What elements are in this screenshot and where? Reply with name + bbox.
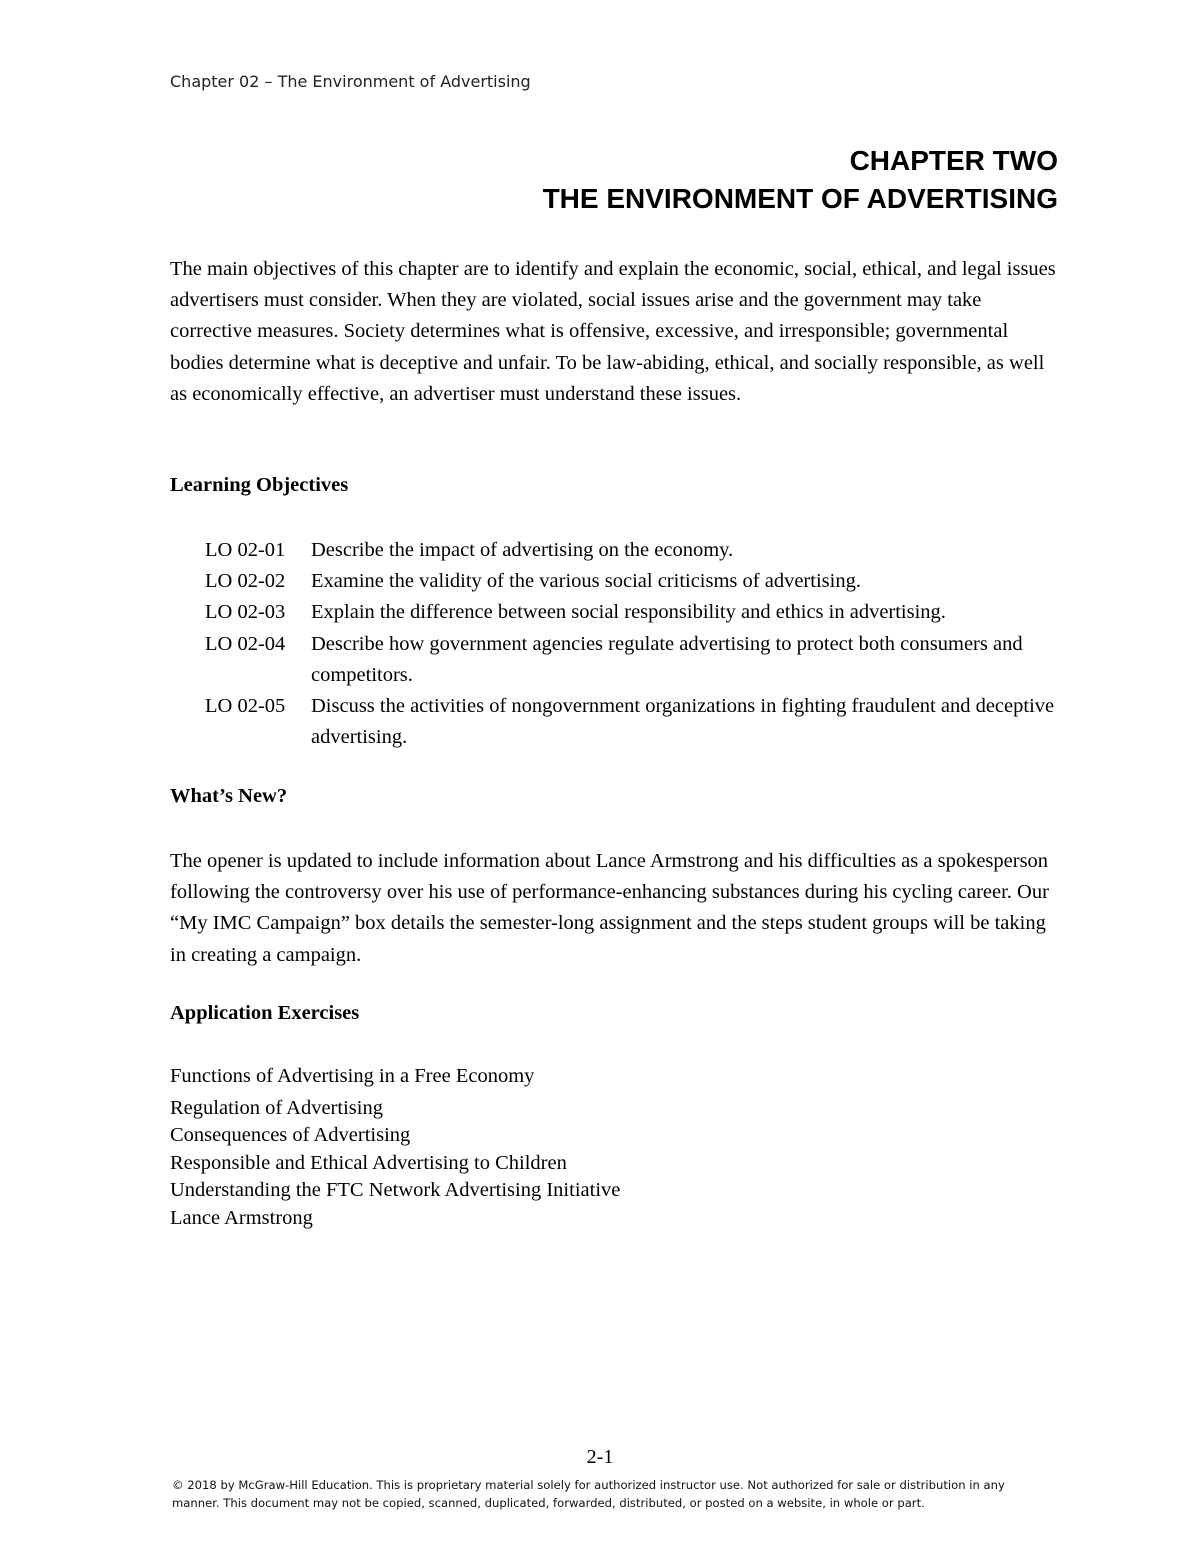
list-item: Responsible and Ethical Advertising to Children (170, 1151, 567, 1174)
list-item: Lance Armstrong (170, 1206, 313, 1229)
list-item: Understanding the FTC Network Advertising Initiative (170, 1179, 621, 1201)
application-exercises-list (170, 1063, 620, 1232)
list-item (205, 629, 1065, 691)
lo-text: Examine the validity of the various social criticisms of advertising. (311, 570, 861, 593)
list-item (205, 597, 1065, 628)
lo-code: LO 02-04 (205, 632, 286, 655)
learning-objectives-list (205, 535, 1065, 753)
list-item: Consequences of Advertising (170, 1124, 411, 1146)
list-item (205, 566, 1065, 597)
list-item (205, 535, 1065, 566)
list-item: Functions of Advertising in a Free Economy (170, 1065, 535, 1087)
chapter-name: THE ENVIRONMENT OF ADVERTISING (542, 183, 1058, 214)
whats-new-heading: What’s New? (170, 785, 288, 807)
whats-new-paragraph: The opener is updated to include information about Lance Armstrong and his difficulties as a spokesperson following the controversy over his use of performance-enhancing substances during his cycling career. Our “My IMC Campaign” box details the semester-long assignment and the steps student groups will be taking in creating a campaign. (170, 850, 1049, 966)
list-item: Regulation of Advertising (170, 1096, 383, 1119)
list-item (205, 691, 1065, 753)
lo-text: Discuss the activities of nongovernment organizations in fighting fraudulent and deceptive advertising. (311, 695, 1055, 749)
page-number: 2-1 (586, 1446, 614, 1468)
chapter-number: CHAPTER TWO (849, 145, 1058, 176)
lo-code: LO 02-03 (205, 601, 286, 624)
running-header: Chapter 02 – The Environment of Advertising (170, 72, 531, 91)
lo-code: LO 02-05 (205, 695, 286, 718)
lo-code: LO 02-01 (205, 539, 286, 561)
learning-objectives-heading: Learning Objectives (170, 474, 349, 496)
lo-text: Explain the difference between social responsibility and ethics in advertising. (311, 601, 946, 624)
lo-text: Describe the impact of advertising on the economy. (311, 539, 734, 561)
lo-code: LO 02-02 (205, 570, 286, 593)
copyright-notice: © 2018 by McGraw-Hill Education. This is proprietary material solely for authorized instructor use. Not authorized for sale or distribution in any manner. This document may not be copied, scanned, duplicated, forwarded, distributed, or posted on a website, in whole or part. (172, 1478, 1005, 1510)
intro-paragraph: The main objectives of this chapter are to identify and explain the economic, social, ethical, and legal issues advertisers must consider. When they are violated, social issues arise and the government may take corrective measures. Society determines what is offensive, excessive, and irresponsible; governmental bodies determine what is deceptive and unfair. To be law-abiding, ethical, and socially responsible, as well as economically effective, an advertiser must understand these issues. (170, 258, 1056, 405)
application-exercises-heading: Application Exercises (170, 1002, 360, 1024)
lo-text: Describe how government agencies regulate advertising to protect both consumers and competitors. (311, 632, 1023, 686)
chapter-title (543, 142, 1058, 218)
